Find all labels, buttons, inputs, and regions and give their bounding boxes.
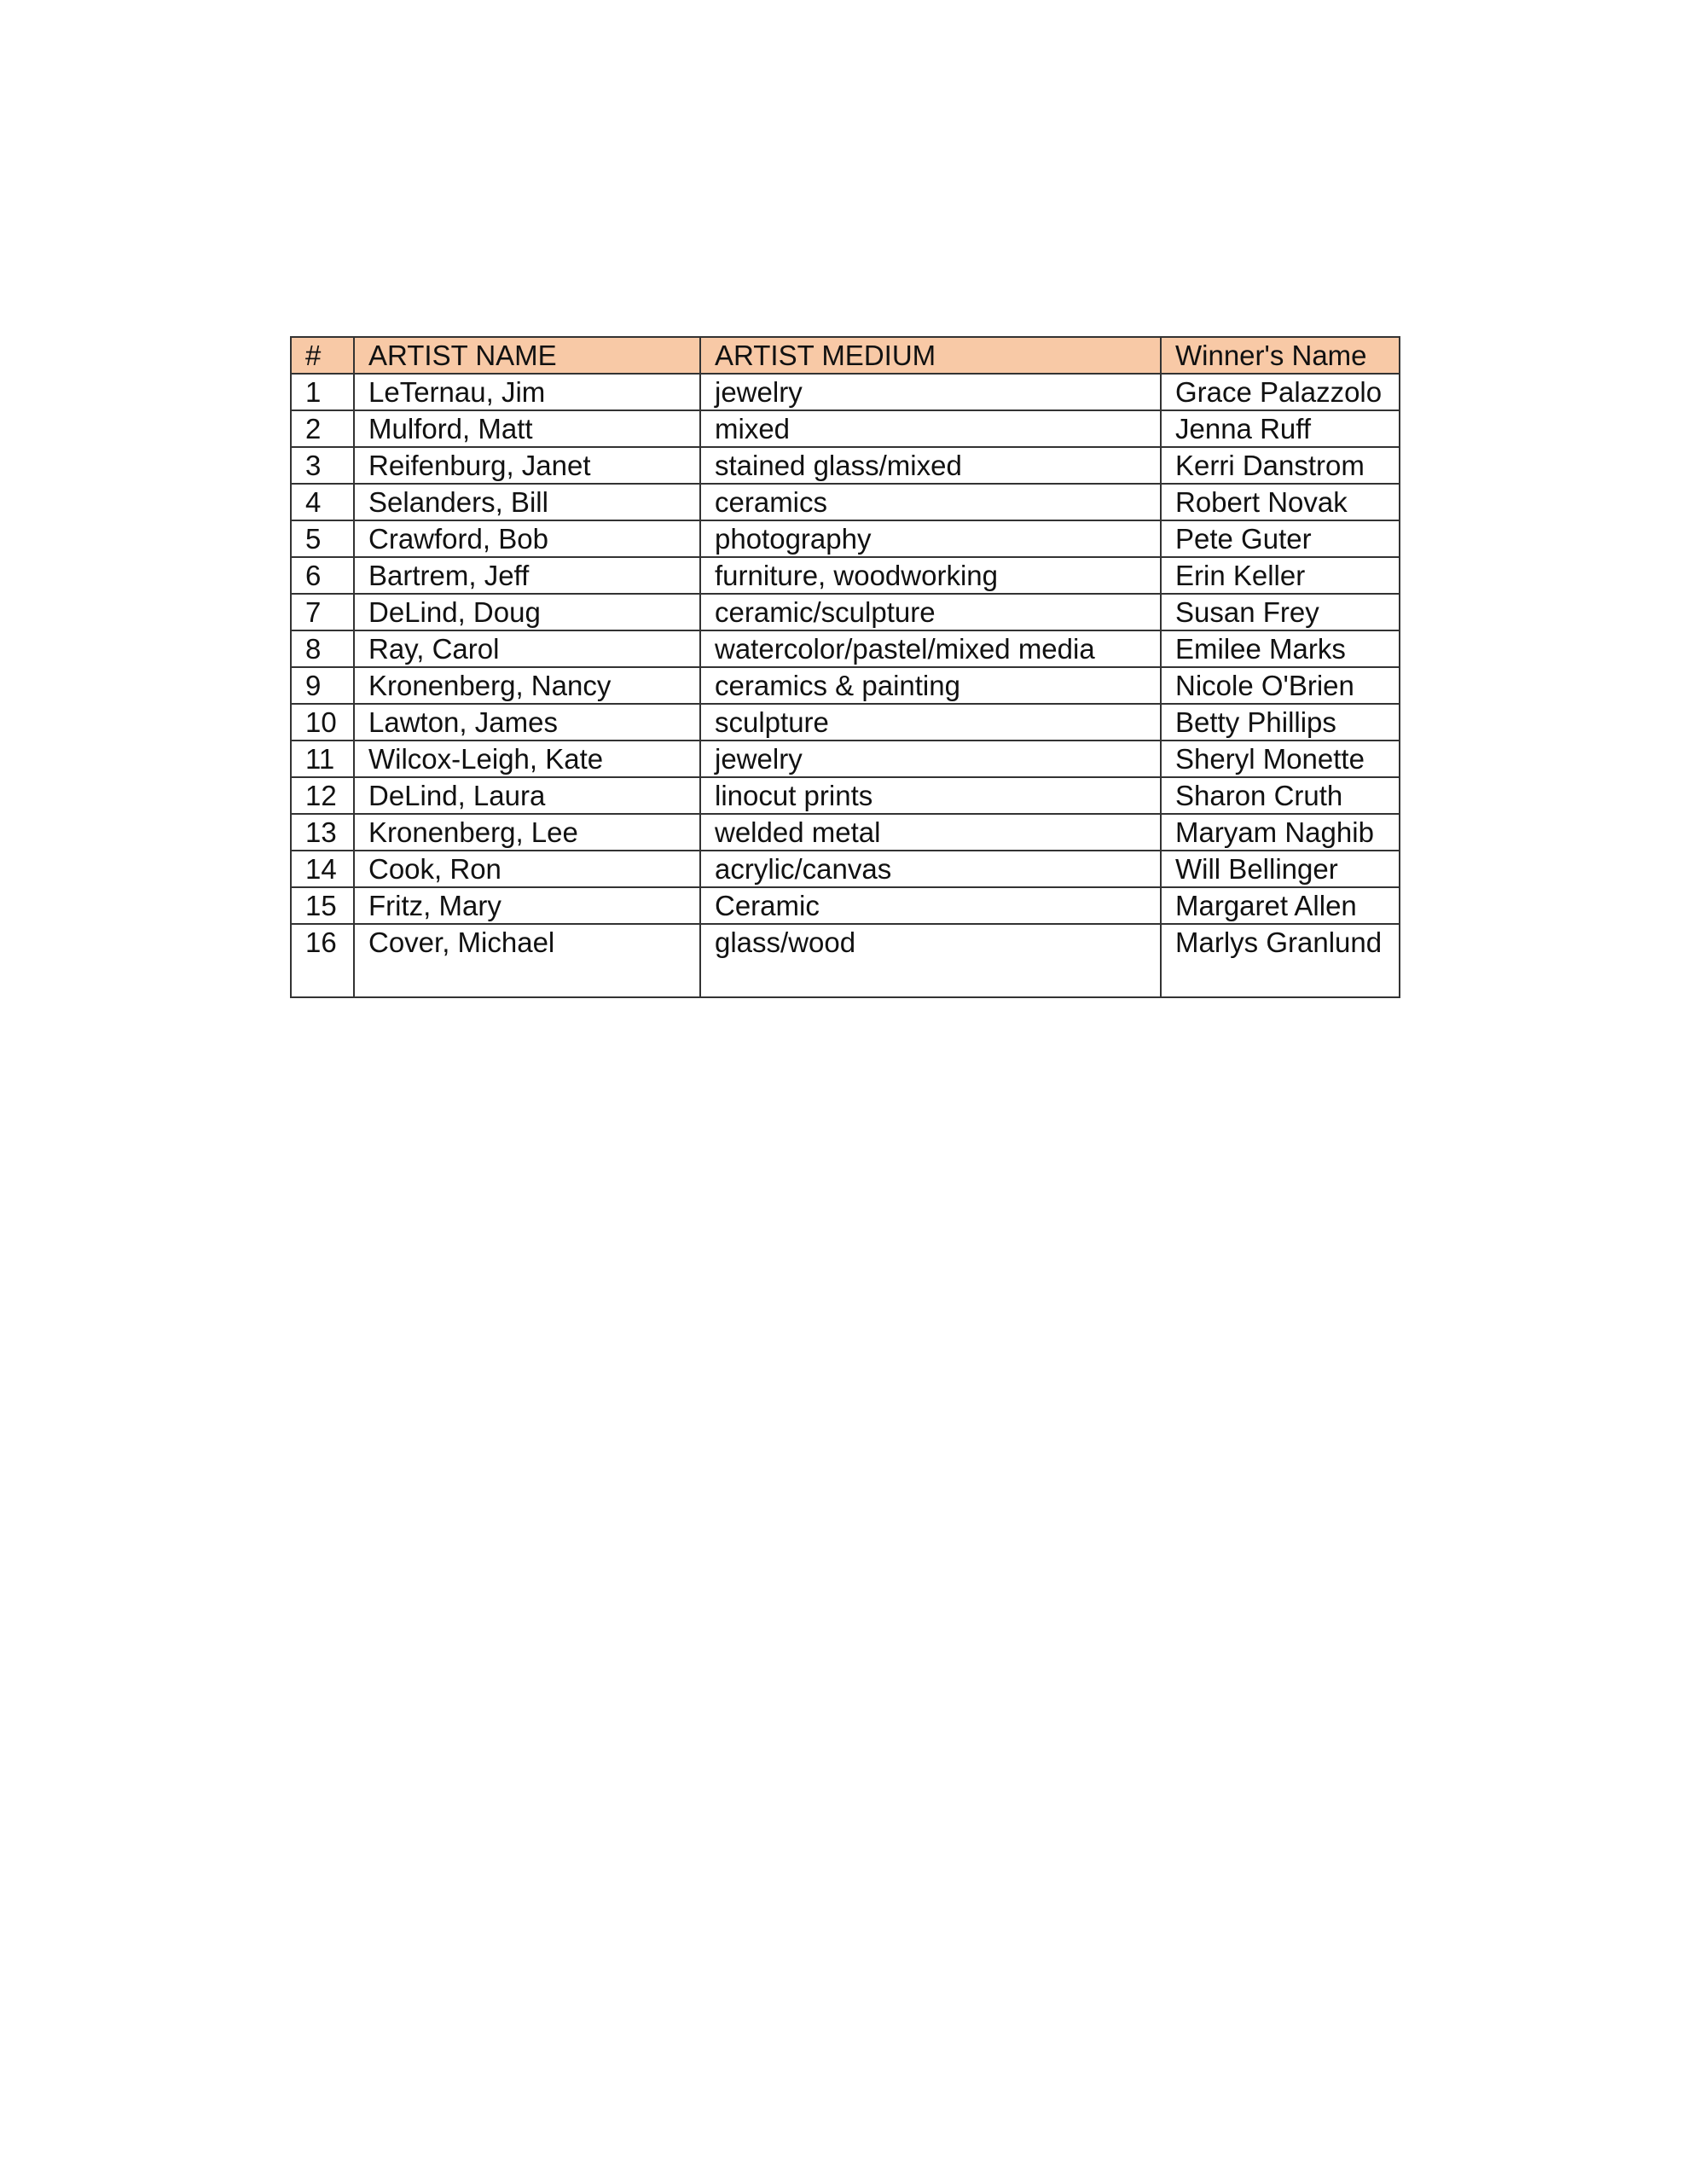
cell-winner-name: Kerri Danstrom: [1161, 447, 1400, 484]
column-header-winner-name: Winner's Name: [1161, 337, 1400, 374]
cell-winner-name: Margaret Allen: [1161, 887, 1400, 924]
table-row: [291, 777, 1400, 814]
cell-winner-name: Maryam Naghib: [1161, 814, 1400, 851]
table-row: [291, 594, 1400, 630]
cell-artist-name: Lawton, James: [354, 704, 700, 741]
cell-winner-name: Sharon Cruth: [1161, 777, 1400, 814]
table-row: [291, 520, 1400, 557]
cell-artist-medium: jewelry: [700, 741, 1161, 777]
cell-artist-name: Mulford, Matt: [354, 410, 700, 447]
table-row: [291, 630, 1400, 667]
table-row: [291, 374, 1400, 410]
cell-winner-name: Grace Palazzolo: [1161, 374, 1400, 410]
cell-artist-name: Cover, Michael: [354, 924, 700, 997]
cell-artist-medium: acrylic/canvas: [700, 851, 1161, 887]
cell-number: 6: [291, 557, 354, 594]
cell-winner-name: Jenna Ruff: [1161, 410, 1400, 447]
cell-artist-medium: linocut prints: [700, 777, 1161, 814]
header-row: [291, 337, 1400, 374]
cell-number: 10: [291, 704, 354, 741]
cell-winner-name: Susan Frey: [1161, 594, 1400, 630]
cell-artist-medium: furniture, woodworking: [700, 557, 1161, 594]
cell-artist-medium: ceramic/sculpture: [700, 594, 1161, 630]
cell-winner-name: Will Bellinger: [1161, 851, 1400, 887]
column-header-artist-name: ARTIST NAME: [354, 337, 700, 374]
cell-artist-medium: mixed: [700, 410, 1161, 447]
cell-artist-name: Reifenburg, Janet: [354, 447, 700, 484]
cell-winner-name: Emilee Marks: [1161, 630, 1400, 667]
cell-winner-name: Marlys Granlund: [1161, 924, 1400, 997]
cell-artist-name: DeLind, Doug: [354, 594, 700, 630]
cell-winner-name: Robert Novak: [1161, 484, 1400, 520]
table-row: [291, 851, 1400, 887]
cell-number: 11: [291, 741, 354, 777]
table-row: [291, 557, 1400, 594]
cell-artist-medium: jewelry: [700, 374, 1161, 410]
cell-artist-medium: welded metal: [700, 814, 1161, 851]
cell-artist-name: Crawford, Bob: [354, 520, 700, 557]
cell-number: 14: [291, 851, 354, 887]
table-row: [291, 924, 1400, 997]
cell-number: 8: [291, 630, 354, 667]
table-row: [291, 667, 1400, 704]
table-row: [291, 484, 1400, 520]
cell-number: 5: [291, 520, 354, 557]
cell-winner-name: Sheryl Monette: [1161, 741, 1400, 777]
cell-artist-medium: ceramics: [700, 484, 1161, 520]
cell-artist-medium: stained glass/mixed: [700, 447, 1161, 484]
cell-artist-name: DeLind, Laura: [354, 777, 700, 814]
cell-artist-name: Wilcox-Leigh, Kate: [354, 741, 700, 777]
cell-artist-medium: ceramics & painting: [700, 667, 1161, 704]
cell-artist-name: Selanders, Bill: [354, 484, 700, 520]
cell-number: 4: [291, 484, 354, 520]
cell-number: 9: [291, 667, 354, 704]
table-row: [291, 447, 1400, 484]
cell-number: 12: [291, 777, 354, 814]
table-body: [291, 374, 1400, 997]
cell-artist-medium: watercolor/pastel/mixed media: [700, 630, 1161, 667]
cell-artist-name: Kronenberg, Nancy: [354, 667, 700, 704]
cell-winner-name: Nicole O'Brien: [1161, 667, 1400, 704]
cell-artist-name: LeTernau, Jim: [354, 374, 700, 410]
cell-artist-name: Fritz, Mary: [354, 887, 700, 924]
cell-number: 15: [291, 887, 354, 924]
table-row: [291, 704, 1400, 741]
column-header-artist-medium: ARTIST MEDIUM: [700, 337, 1161, 374]
cell-artist-name: Cook, Ron: [354, 851, 700, 887]
table-row: [291, 814, 1400, 851]
cell-number: 16: [291, 924, 354, 997]
cell-number: 7: [291, 594, 354, 630]
cell-artist-name: Kronenberg, Lee: [354, 814, 700, 851]
artist-winner-table: [290, 336, 1400, 998]
table-row: [291, 887, 1400, 924]
cell-artist-medium: Ceramic: [700, 887, 1161, 924]
cell-artist-name: Bartrem, Jeff: [354, 557, 700, 594]
cell-artist-name: Ray, Carol: [354, 630, 700, 667]
cell-artist-medium: sculpture: [700, 704, 1161, 741]
cell-number: 2: [291, 410, 354, 447]
column-header-number: #: [291, 337, 354, 374]
cell-artist-medium: photography: [700, 520, 1161, 557]
cell-number: 3: [291, 447, 354, 484]
table-header: [291, 337, 1400, 374]
cell-winner-name: Pete Guter: [1161, 520, 1400, 557]
table-row: [291, 410, 1400, 447]
cell-winner-name: Betty Phillips: [1161, 704, 1400, 741]
cell-winner-name: Erin Keller: [1161, 557, 1400, 594]
table-row: [291, 741, 1400, 777]
cell-artist-medium: glass/wood: [700, 924, 1161, 997]
cell-number: 13: [291, 814, 354, 851]
cell-number: 1: [291, 374, 354, 410]
